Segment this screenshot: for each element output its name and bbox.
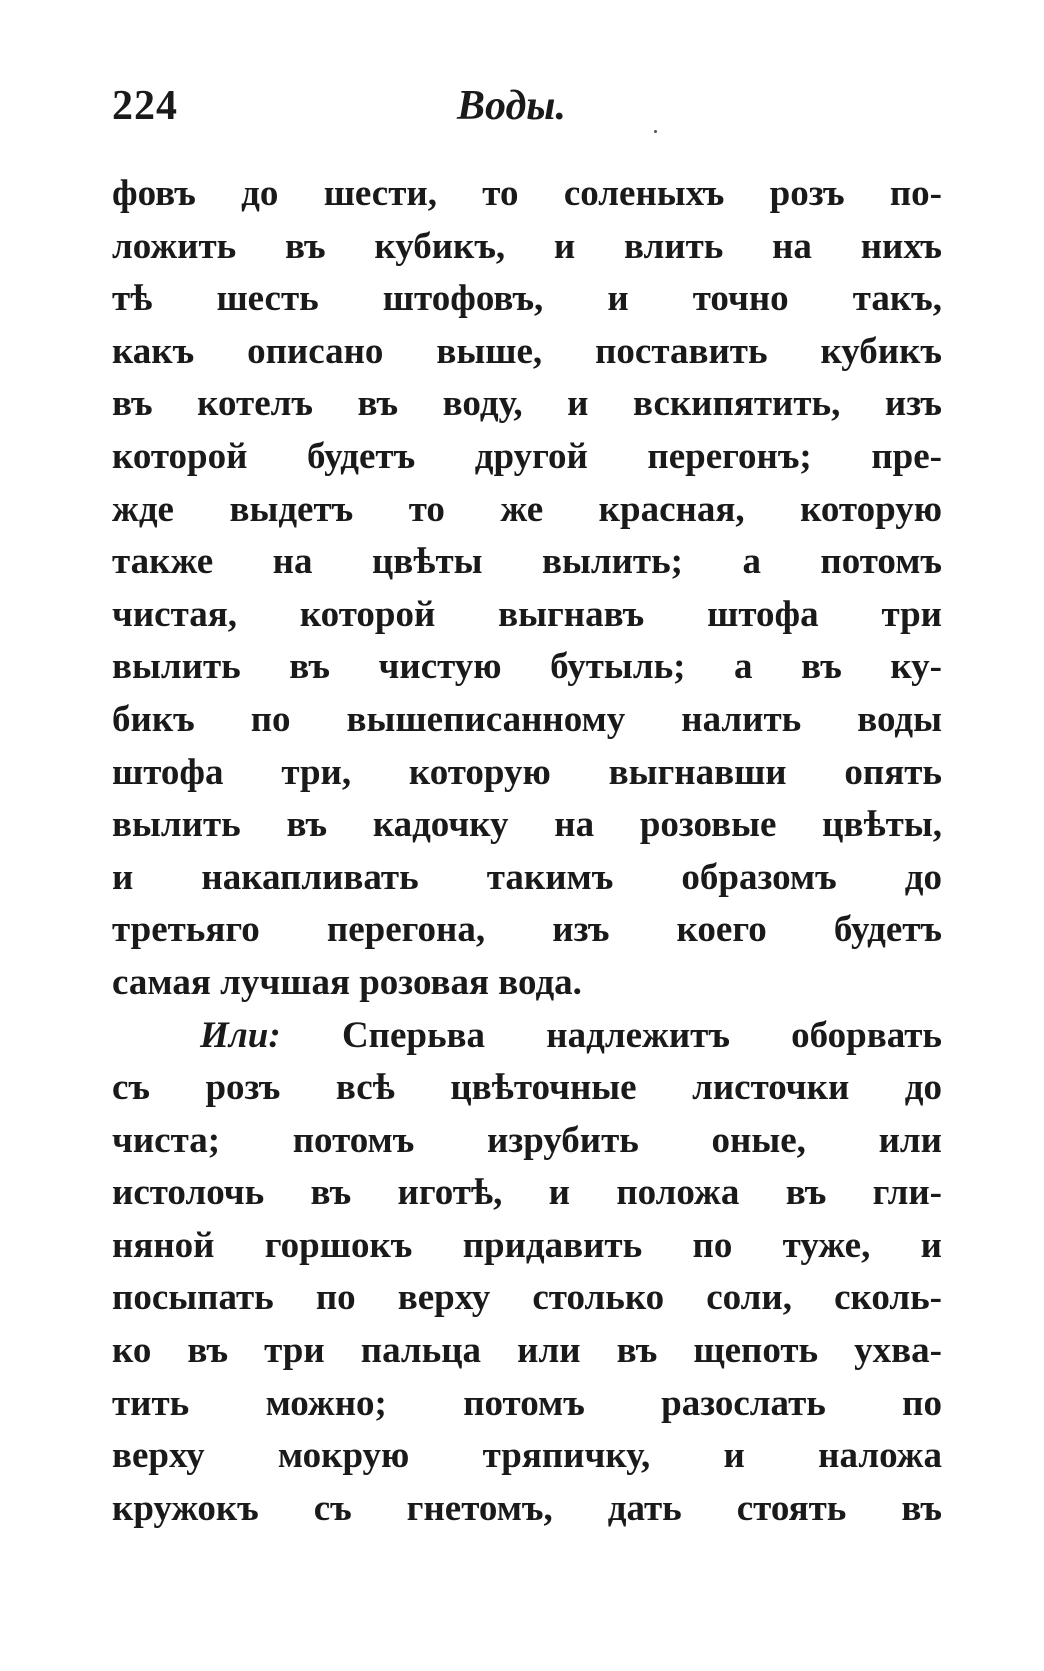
text-line: въ котелъ въ воду, и вскипятить, изъ [112,383,942,425]
paragraph-first-line-text: Сперьва надлежитъ оборвать [341,1014,942,1056]
text-line: тить можно; потомъ разослать по [112,1382,942,1424]
text-line: жде выдетъ то же красная, которую [112,488,942,530]
text-line: вылить въ кадочку на розовые цвѣты, [112,804,942,846]
text-line: съ розъ всѣ цвѣточные листочки до [112,1067,942,1109]
running-head: Воды. [457,83,566,129]
text-line: посыпать по верху столько соли, сколь- [112,1277,942,1319]
text-line: бикъ по вышеписанному налить воды [112,698,942,740]
text-line: штофа три, которую выгнавши опять [112,751,942,793]
text-line: вылить въ чистую бутыль; а въ ку- [112,646,942,688]
paragraph-lead-word: Или: [200,1014,281,1056]
text-line: тѣ шесть штофовъ, и точно такъ, [112,278,942,320]
paragraph-first-line [112,1010,942,1063]
text-line: также на цвѣты вылить; а потомъ [112,541,942,583]
header-speck [654,130,657,133]
paragraph-end-line: самая лучшая розовая вода. [112,961,582,1003]
text-line: и накапливать такимъ образомъ до [112,856,942,898]
text-line: чиста; потомъ изрубить оные, или [112,1119,942,1161]
text-line: которой будетъ другой перегонъ; пре- [112,435,942,477]
text-line: няной горшокъ придавить по туже, и [112,1224,942,1266]
text-line: ко въ три пальца или въ щепоть ухва- [112,1330,942,1372]
body-text [112,168,942,1535]
text-line: ложить въ кубикъ, и влить на нихъ [112,225,942,267]
text-line: кружокъ съ гнетомъ, дать стоять въ [112,1487,942,1529]
text-line: какъ описано выше, поставить кубикъ [112,330,942,372]
text-line: верху мокрую тряпичку, и наложа [112,1435,942,1477]
text-line: истолочь въ иготѣ, и положа въ гли- [112,1172,942,1214]
text-line: чистая, которой выгнавъ штофа три [112,593,942,635]
page-header [112,82,942,142]
text-line: третьяго перегона, изъ коего будетъ [112,909,942,951]
page-number: 224 [112,83,178,129]
text-line: фовъ до шести, то соленыхъ розъ по- [112,173,942,214]
